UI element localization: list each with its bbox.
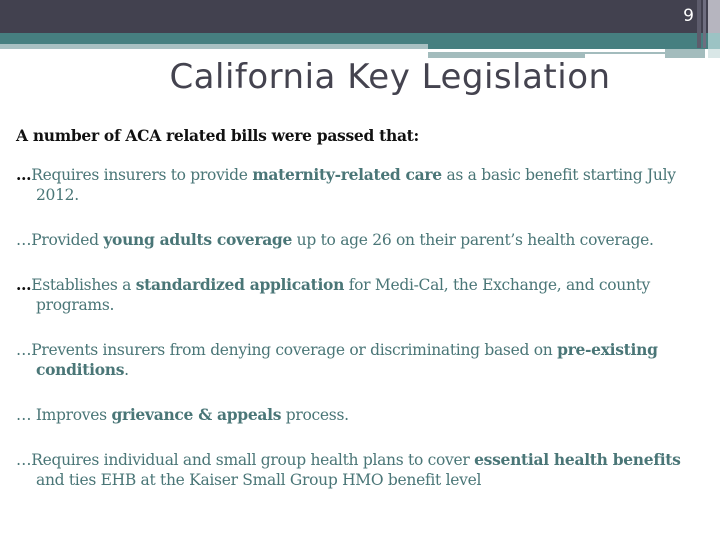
item-emphasis: essential health benefits <box>474 450 681 469</box>
item-text: Improves <box>35 406 112 424</box>
item-text: as a basic benefit starting July 2012. <box>36 166 676 204</box>
slide-number: 9 <box>683 6 694 26</box>
slide-title: California Key Legislation <box>169 57 611 97</box>
header-teal-band-left <box>0 33 428 44</box>
edge-stripe <box>697 0 701 48</box>
item-emphasis: standardized application <box>135 275 345 294</box>
slide-body <box>16 126 706 515</box>
list-item <box>16 275 706 315</box>
ellipsis-lead: … <box>16 341 32 359</box>
item-text: Requires individual and small group health plans to cover <box>31 451 475 469</box>
item-emphasis: pre-existing conditions <box>36 340 658 379</box>
item-text: up to age 26 on their parent’s health coverage. <box>292 231 654 249</box>
ellipsis-lead: … <box>16 275 32 294</box>
list-item <box>16 230 706 250</box>
ellipsis-lead: … <box>16 406 36 424</box>
header-dark-band <box>0 0 720 33</box>
edge-stripe <box>708 0 720 33</box>
item-text: Establishes a <box>31 276 136 294</box>
list-item <box>16 405 706 425</box>
header-gray-strip-thin <box>585 52 665 54</box>
ellipsis-lead: … <box>16 165 32 184</box>
intro-text: A number of ACA related bills were passed that: <box>16 126 419 145</box>
ellipsis-lead: … <box>16 231 32 249</box>
edge-stripe <box>703 0 706 48</box>
list-item <box>16 165 706 205</box>
header-teal-band-right <box>428 33 720 49</box>
item-emphasis: grievance & appeals <box>111 405 282 424</box>
ellipsis-lead: … <box>16 451 32 469</box>
item-emphasis: young adults coverage <box>103 230 293 249</box>
item-text: and ties EHB at the Kaiser Small Group HMO benefit level <box>36 471 482 489</box>
edge-stripe <box>708 33 720 49</box>
item-text: Prevents insurers from denying coverage or discriminating based on <box>31 341 558 359</box>
item-emphasis: maternity-related care <box>252 165 442 184</box>
header-light-strip <box>0 44 428 49</box>
list-item <box>16 340 706 380</box>
item-text: Requires insurers to provide <box>31 166 253 184</box>
item-text: for Medi-Cal, the Exchange, and county programs. <box>36 276 651 314</box>
list-item <box>16 450 706 490</box>
item-text: . <box>124 361 129 379</box>
item-text: process. <box>281 406 349 424</box>
item-text: Provided <box>31 231 104 249</box>
